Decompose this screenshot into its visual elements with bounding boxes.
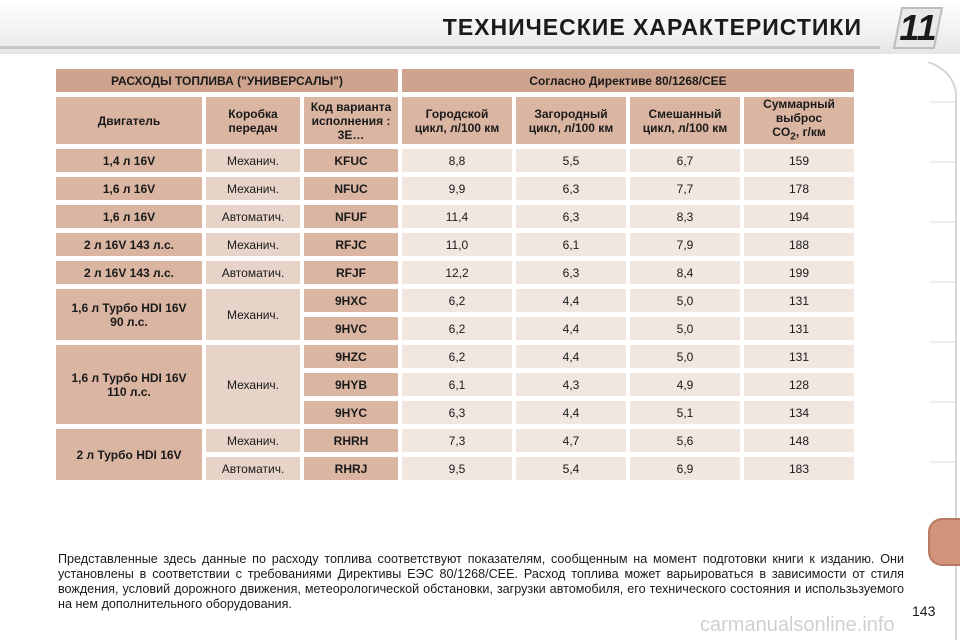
- table-row: [56, 345, 854, 368]
- city-cycle-cell: 6,1: [402, 373, 512, 396]
- gearbox-cell: Автоматич.: [206, 205, 300, 228]
- co2-emission-cell: 134: [744, 401, 854, 424]
- mixed-cycle-cell: 6,7: [630, 149, 740, 172]
- highway-cycle-cell: 4,7: [516, 429, 626, 452]
- city-cycle-cell: 9,9: [402, 177, 512, 200]
- column-header-highway: Загородный цикл, л/100 км: [516, 97, 626, 144]
- chapter-badge: [892, 6, 944, 50]
- variant-code-cell: NFUF: [304, 205, 398, 228]
- mixed-cycle-cell: 8,3: [630, 205, 740, 228]
- gearbox-cell: Механич.: [206, 149, 300, 172]
- city-cycle-cell: 11,0: [402, 233, 512, 256]
- co2-emission-cell: 131: [744, 317, 854, 340]
- co2-emission-cell: 199: [744, 261, 854, 284]
- column-header-code: Код варианта исполнения : 3E…: [304, 97, 398, 144]
- gearbox-cell: Механич.: [206, 429, 300, 452]
- gearbox-cell: Автоматич.: [206, 261, 300, 284]
- city-cycle-cell: 9,5: [402, 457, 512, 480]
- variant-code-cell: 9HXC: [304, 289, 398, 312]
- variant-code-cell: 9HYC: [304, 401, 398, 424]
- city-cycle-cell: 7,3: [402, 429, 512, 452]
- highway-cycle-cell: 5,4: [516, 457, 626, 480]
- watermark: carmanualsonline.info: [700, 614, 895, 636]
- mixed-cycle-cell: 7,7: [630, 177, 740, 200]
- column-header-mixed: Смешанный цикл, л/100 км: [630, 97, 740, 144]
- highway-cycle-cell: 4,4: [516, 317, 626, 340]
- mixed-cycle-cell: 5,1: [630, 401, 740, 424]
- table-row: [56, 149, 854, 172]
- gearbox-cell: Механич.: [206, 177, 300, 200]
- city-cycle-cell: 12,2: [402, 261, 512, 284]
- co2-emission-cell: 148: [744, 429, 854, 452]
- page-title: ТЕХНИЧЕСКИЕ ХАРАКТЕРИСТИКИ: [442, 14, 862, 40]
- highway-cycle-cell: 5,5: [516, 149, 626, 172]
- highway-cycle-cell: 6,3: [516, 205, 626, 228]
- highway-cycle-cell: 6,3: [516, 261, 626, 284]
- variant-code-cell: RHRH: [304, 429, 398, 452]
- gearbox-cell: Механич.: [206, 345, 300, 424]
- highway-cycle-cell: 6,3: [516, 177, 626, 200]
- page-number: 143: [912, 603, 936, 619]
- table-row: [56, 289, 854, 312]
- chapter-side-tab[interactable]: [928, 518, 960, 566]
- city-cycle-cell: 11,4: [402, 205, 512, 228]
- column-header-gearbox: Коробка передач: [206, 97, 300, 144]
- highway-cycle-cell: 4,4: [516, 401, 626, 424]
- column-header-engine: Двигатель: [56, 97, 202, 144]
- table-row: [56, 233, 854, 256]
- group-header-directive: Согласно Директиве 80/1268/CEE: [402, 69, 854, 92]
- column-header-city: Городской цикл, л/100 км: [402, 97, 512, 144]
- table-row: [56, 205, 854, 228]
- variant-code-cell: RFJC: [304, 233, 398, 256]
- mixed-cycle-cell: 5,0: [630, 289, 740, 312]
- gearbox-cell: Механич.: [206, 233, 300, 256]
- engine-cell: 1,4 л 16V: [56, 149, 202, 172]
- engine-cell: 1,6 л Турбо HDI 16V 90 л.с.: [56, 289, 202, 340]
- city-cycle-cell: 6,2: [402, 289, 512, 312]
- co2-emission-cell: 128: [744, 373, 854, 396]
- mixed-cycle-cell: 4,9: [630, 373, 740, 396]
- co2-emission-cell: 131: [744, 289, 854, 312]
- mixed-cycle-cell: 8,4: [630, 261, 740, 284]
- mixed-cycle-cell: 5,6: [630, 429, 740, 452]
- gearbox-cell: Автоматич.: [206, 457, 300, 480]
- table-row: [56, 429, 854, 452]
- engine-cell: 2 л Турбо HDI 16V: [56, 429, 202, 480]
- engine-cell: 1,6 л 16V: [56, 177, 202, 200]
- variant-code-cell: 9HVC: [304, 317, 398, 340]
- co2-emission-cell: 178: [744, 177, 854, 200]
- engine-cell: 1,6 л Турбо HDI 16V 110 л.с.: [56, 345, 202, 424]
- column-header-co2: Суммарный выброс $CO_2$, г/км: [744, 97, 854, 144]
- footnote-text: Представленные здесь данные по расходу топлива соответствуют показателям, сообщенным на момент подготовки книги к изданию. Они установлены в соответствии с требованиями Директивы ЕЭС 80/1268/CEE. Расход топлива может варьироваться в зависимости от стиля вождения, условий дорожного движения, метеорологической обстановки, загрузки автомобиля, его технического состояния и использьзуемого на нем дополнительного оборудования.: [58, 552, 904, 611]
- engine-cell: 2 л 16V 143 л.с.: [56, 233, 202, 256]
- city-cycle-cell: 6,2: [402, 345, 512, 368]
- highway-cycle-cell: 6,1: [516, 233, 626, 256]
- city-cycle-cell: 6,2: [402, 317, 512, 340]
- highway-cycle-cell: 4,4: [516, 289, 626, 312]
- engine-cell: 1,6 л 16V: [56, 205, 202, 228]
- mixed-cycle-cell: 5,0: [630, 317, 740, 340]
- variant-code-cell: 9HZC: [304, 345, 398, 368]
- table-row: [56, 177, 854, 200]
- city-cycle-cell: 6,3: [402, 401, 512, 424]
- mixed-cycle-cell: 6,9: [630, 457, 740, 480]
- chapter-number: 11: [899, 7, 937, 48]
- group-header-consumption: РАСХОДЫ ТОПЛИВА ("УНИВЕРСАЛЫ"): [56, 69, 398, 92]
- co2-emission-cell: 183: [744, 457, 854, 480]
- mixed-cycle-cell: 5,0: [630, 345, 740, 368]
- variant-code-cell: KFUC: [304, 149, 398, 172]
- highway-cycle-cell: 4,4: [516, 345, 626, 368]
- fuel-consumption-table: [52, 64, 858, 485]
- variant-code-cell: RHRJ: [304, 457, 398, 480]
- variant-code-cell: NFUC: [304, 177, 398, 200]
- highway-cycle-cell: 4,3: [516, 373, 626, 396]
- header-rule: [0, 46, 880, 49]
- co2-emission-cell: 194: [744, 205, 854, 228]
- city-cycle-cell: 8,8: [402, 149, 512, 172]
- gearbox-cell: Механич.: [206, 289, 300, 340]
- co2-emission-cell: 131: [744, 345, 854, 368]
- engine-cell: 2 л 16V 143 л.с.: [56, 261, 202, 284]
- mixed-cycle-cell: 7,9: [630, 233, 740, 256]
- table-row: [56, 261, 854, 284]
- co2-emission-cell: 159: [744, 149, 854, 172]
- variant-code-cell: 9HYB: [304, 373, 398, 396]
- co2-emission-cell: 188: [744, 233, 854, 256]
- variant-code-cell: RFJF: [304, 261, 398, 284]
